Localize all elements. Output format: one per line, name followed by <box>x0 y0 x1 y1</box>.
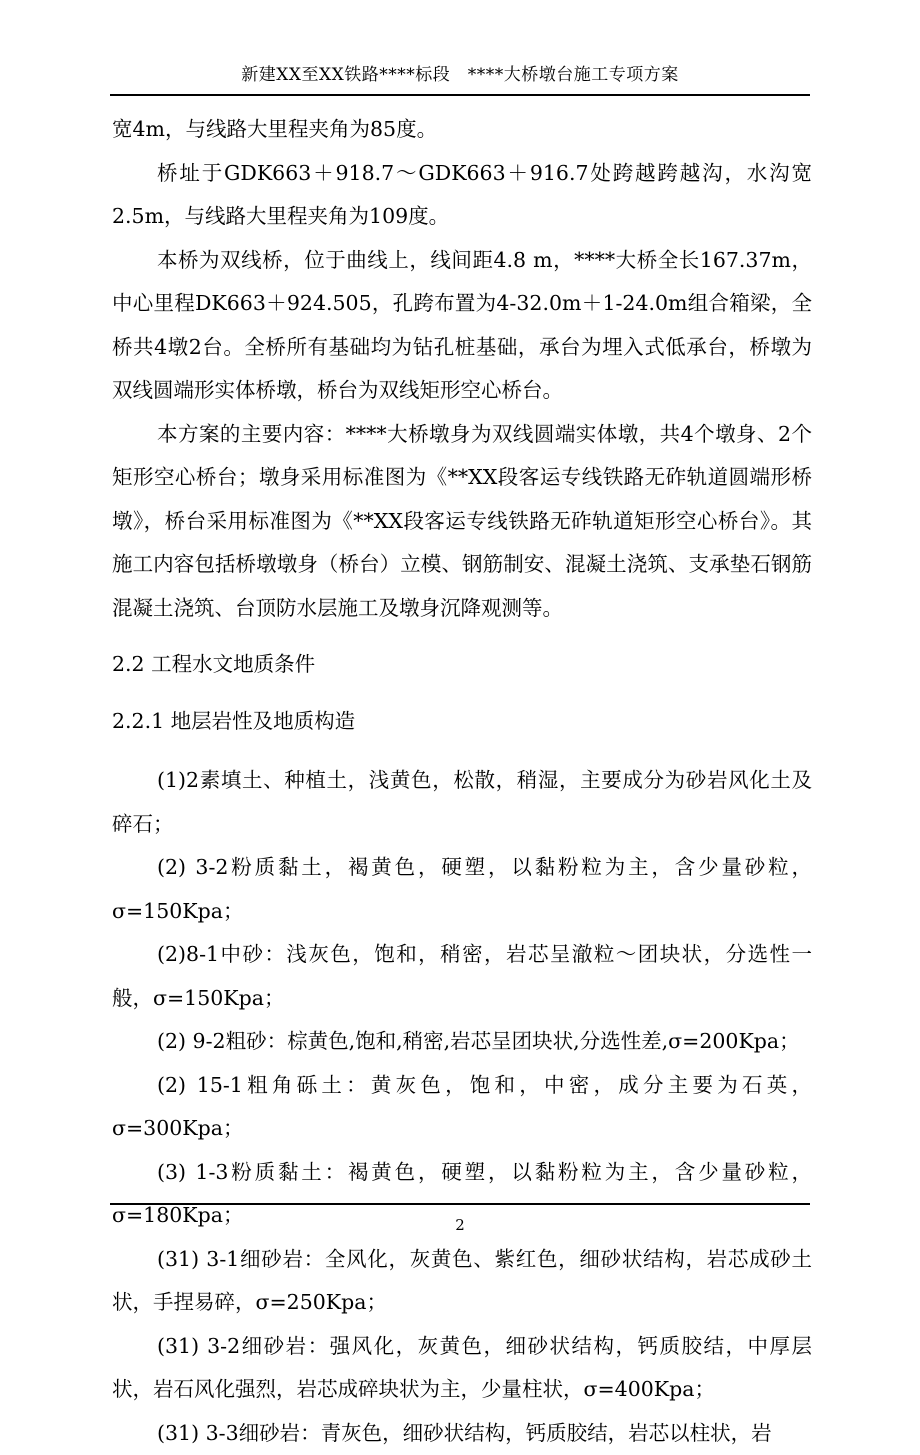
paragraph: 宽4m，与线路大里程夹角为85度。 <box>112 108 812 152</box>
subsection-heading: 2.2.1 地层岩性及地质构造 <box>112 700 812 744</box>
strata-item: (2) 9-2粗砂：棕黄色,饱和,稍密,岩芯呈团块状,分选性差,σ=200Kpa； <box>112 1020 812 1064</box>
section-heading: 2.2 工程水文地质条件 <box>112 643 812 687</box>
header-divider <box>110 94 810 96</box>
strata-item: (2) 15-1粗角砾土：黄灰色，饱和，中密，成分主要为石英，σ=300Kpa； <box>112 1064 812 1151</box>
strata-item: (2)8-1中砂：浅灰色，饱和，稍密，岩芯呈澈粒～团块状，分选性一般，σ=150Kpa； <box>112 933 812 1020</box>
strata-item: (3) 1-3粉质黏土：褐黄色，硬塑，以黏粉粒为主，含少量砂粒，σ=180Kpa； <box>112 1151 812 1238</box>
strata-item: (31) 3-2细砂岩：强风化，灰黄色，细砂状结构，钙质胶结，中厚层状，岩石风化强烈，岩芯成碎块状为主，少量柱状，σ=400Kpa； <box>112 1325 812 1412</box>
paragraph: 本方案的主要内容：****大桥墩身为双线圆端实体墩，共4个墩身、2个矩形空心桥台；墩身采用标准图为《**XX段客运专线铁路无砟轨道圆端形桥墩》，桥台采用标准图为《**XX段客运专线铁路无砟轨道矩形空心桥台》。其施工内容包括桥墩墩身（桥台）立模、钢筋制安、混凝土浇筑、支承垫石钢筋混凝土浇筑、台顶防水层施工及墩身沉降观测等。 <box>112 413 812 631</box>
strata-item: (31) 3-1细砂岩：全风化，灰黄色、紫红色，细砂状结构，岩芯成砂土状，手捏易碎，σ=250Kpa； <box>112 1238 812 1325</box>
strata-item: (31) 3-3细砂岩：青灰色，细砂状结构，钙质胶结，岩芯以柱状，岩 <box>112 1412 812 1455</box>
strata-item: (1)2素填土、种植土，浅黄色，松散，稍湿，主要成分为砂岩风化土及碎石； <box>112 759 812 846</box>
paragraph: 本桥为双线桥，位于曲线上，线间距4.8 m，****大桥全长167.37m，中心里程DK663＋924.505，孔跨布置为4-32.0m＋1-24.0m组合箱梁，全桥共4墩2台。全桥所有基础均为钻孔桩基础，承台为埋入式低承台，桥墩为双线圆端形实体桥墩，桥台为双线矩形空心桥台。 <box>112 239 812 413</box>
page-number: 2 <box>440 1215 480 1235</box>
footer-divider <box>110 1203 810 1205</box>
page-header-title: 新建XX至XX铁路****标段 ****大桥墩台施工专项方案 <box>110 64 810 86</box>
body-text <box>112 108 812 1455</box>
strata-item: (2) 3-2粉质黏土，褐黄色，硬塑，以黏粉粒为主，含少量砂粒，σ=150Kpa； <box>112 846 812 933</box>
paragraph: 桥址于GDK663＋918.7～GDK663＋916.7处跨越跨越沟，水沟宽2.5m，与线路大里程夹角为109度。 <box>112 152 812 239</box>
